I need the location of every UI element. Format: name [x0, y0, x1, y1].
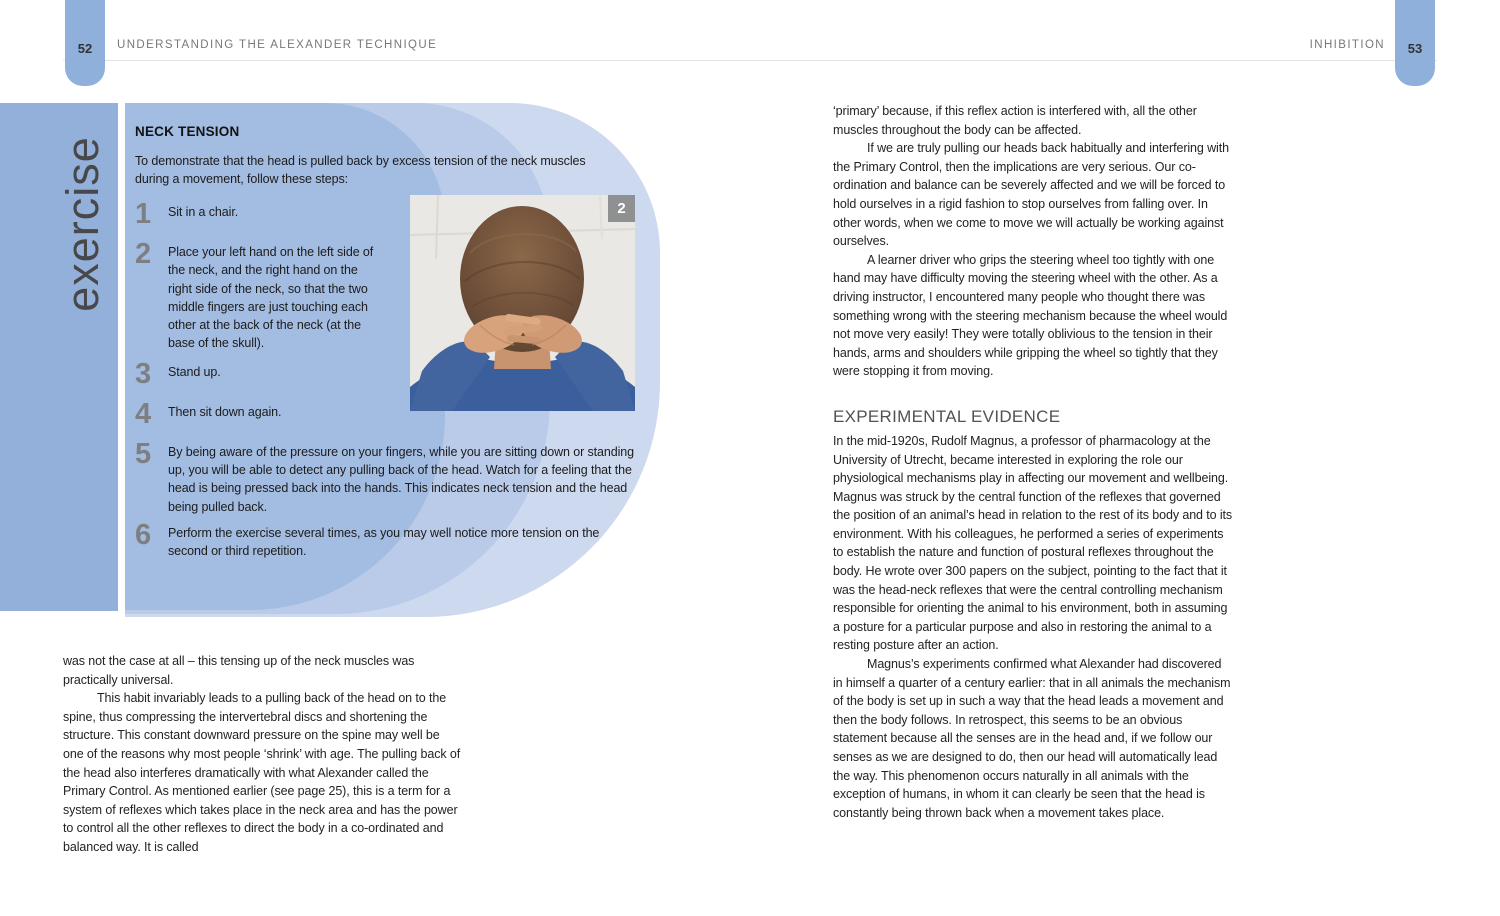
paragraph: Magnus’s experiments confirmed what Alexander had discovered in himself a quarter of a century earlier: that in all animals the mechanism of the body is set up in such a way that the head leads a movement and then the body follows. In retrospect, this seems to be an obvious statement because all the senses are in the head and, if we follow our senses as we are designed to do, then our head will automatically lead the way. This phenomenon occurs naturally in all animals with the exception of humans, in whom it can clearly be seen that the head is constantly being thrown back when a movement takes place.	[833, 657, 1231, 820]
exercise-step-6	[135, 518, 640, 561]
running-head-left: UNDERSTANDING THE ALEXANDER TECHNIQUE	[117, 39, 438, 51]
step-number: 5	[135, 437, 152, 470]
step-number: 2	[135, 238, 152, 270]
paragraph: was not the case at all – this tensing up of the neck muscles was practically universal.	[63, 654, 415, 687]
step-text: Then sit down again.	[168, 404, 282, 419]
paragraph: In the mid-1920s, Rudolf Magnus, a professor of pharmacology at the University of Utrecht, became interested in exploring the role our physiological mechanisms play in affecting our movement and wellbeing. Magnus was struck by the central function of the reflexes that governed the position of an animal’s head in relation to the rest of its body and to its environment. With his colleagues, he performed a series of experiments to establish the nature and function of postural reflexes throughout the body. He wrote over 300 papers on the subject, pointing to the fact that it was the head-neck reflexes that were the central controlling mechanism responsible for orienting the animal to his environment, both in assuming a posture for a particular purpose and also in restoring the animal to a resting posture after an action.	[833, 433, 1233, 653]
back-of-head-illustration	[410, 195, 635, 411]
exercise-title: NECK TENSION	[135, 124, 240, 139]
step-text: By being aware of the pressure on your fingers, while you are sitting down or standing up, you will be able to detect any pulling back of the head. Watch for a feeling that the head is being pressed back into the hands. This indicates neck tension and the head being pulled back.	[168, 444, 634, 514]
step-number: 6	[135, 518, 152, 551]
exercise-step-5	[135, 437, 640, 516]
paragraph: ‘primary’ because, if this reflex action is interfered with, all the other muscles throughout the body can be affected.	[833, 104, 1197, 137]
step-text: Perform the exercise several times, as you may well notice more tension on the second or third repetition.	[168, 525, 600, 559]
page-number-tab-right	[1395, 0, 1435, 86]
paragraph: If we are truly pulling our heads back habitually and interfering with the Primary Control, then the implications are very serious. Our co-ordination and balance can be severely affected and we will be forced to hold ourselves in a rigid fashion to stop ourselves from falling over. In other words, when we come to move we will actually be working against ourselves.	[833, 141, 1229, 249]
exercise-photo	[410, 195, 635, 411]
section-heading: EXPERIMENTAL EVIDENCE	[833, 406, 1061, 426]
step-text: Stand up.	[168, 364, 221, 379]
paragraph: This habit invariably leads to a pulling back of the head on to the spine, thus compressing the intervertebral discs and shortening the structure. This constant downward pressure on the spine may well be one of the reasons why most people ‘shrink’ with age. The pulling back of the head also interferes dramatically with what Alexander called the Primary Control. As mentioned earlier (see page 25), this is a term for a system of reflexes which takes place in the neck area and has the power to control all the other reflexes to direct the body in a co-ordinated and balanced way. It is called	[63, 691, 461, 854]
step-number: 4	[135, 397, 152, 430]
left-page-body	[63, 652, 461, 857]
step-number: 1	[135, 198, 152, 230]
exercise-intro: To demonstrate that the head is pulled back by excess tension of the neck muscles during a movement, follow these steps:	[135, 154, 586, 186]
step-text: Sit in a chair.	[168, 205, 239, 219]
page-number-tab-left	[65, 0, 105, 86]
exercise-vertical-label: exercise	[57, 136, 108, 312]
page-number-left: 52	[77, 40, 93, 56]
header-rule	[63, 60, 1437, 61]
step-text: Place your left hand on the left side of the neck, and the right hand on the right side of the neck, so that the two middle fingers are just touching each other at the back of the neck (at the base of the skull).	[168, 245, 374, 351]
right-page-body	[833, 102, 1233, 822]
running-head-right: INHIBITION	[1309, 39, 1385, 51]
paragraph: A learner driver who grips the steering wheel too tightly with one hand may have difficulty moving the steering wheel with the other. As a driving instructor, I encountered many people who thought there was something wrong with the steering mechanism because the wheel would not move very easily! They were totally oblivious to the tension in their hands, arms and shoulders while gripping the wheel so tightly that they were stopping it from moving.	[833, 252, 1228, 379]
step-number: 3	[135, 357, 152, 390]
photo-number-badge: 2	[608, 195, 635, 222]
page-number-right: 53	[1407, 40, 1423, 56]
